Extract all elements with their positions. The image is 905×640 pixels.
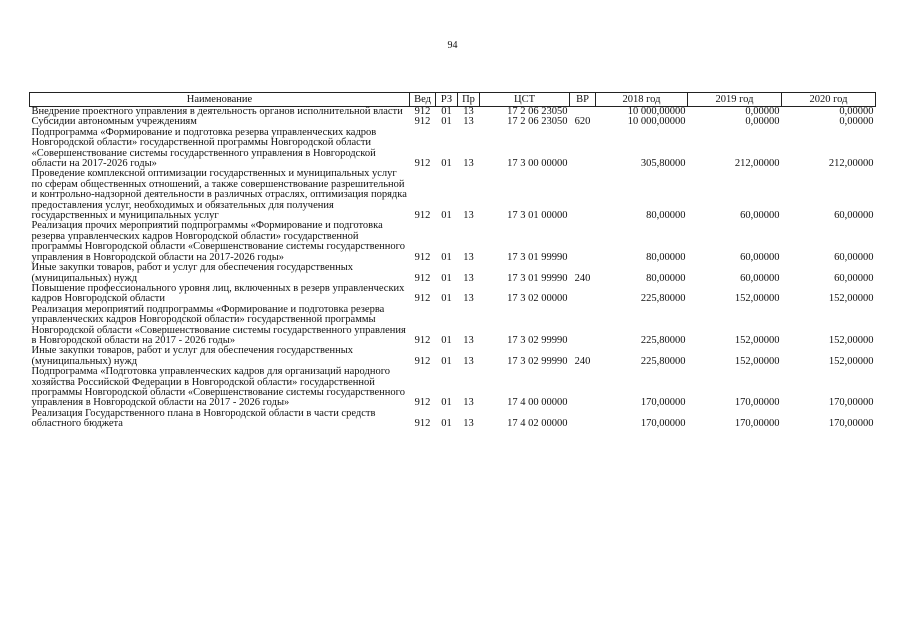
cell-rz: 01 — [441, 116, 452, 128]
table-row — [30, 169, 876, 221]
cell-y2018: 80,00000 — [646, 210, 686, 222]
header-ved: Вед — [410, 93, 436, 107]
cell-cst: 17 3 01 99990 — [507, 251, 568, 263]
cell-cst: 17 3 01 00000 — [507, 210, 568, 222]
cell-y2019: 60,00000 — [740, 272, 780, 284]
cell-ved: 912 — [414, 397, 431, 409]
cell-y2018: 170,00000 — [640, 397, 686, 409]
cell-y2019: 152,00000 — [734, 355, 780, 367]
cell-y2019: 0,00000 — [745, 106, 780, 117]
cell-pr: 13 — [463, 272, 474, 284]
cell-cst: 17 3 01 99990 — [507, 272, 568, 284]
cell-ved: 912 — [414, 251, 431, 263]
cell-y2018: 170,00000 — [640, 418, 686, 430]
cell-y2019: 60,00000 — [740, 210, 780, 222]
cell-vr — [570, 169, 596, 221]
header-pr: Пр — [458, 93, 480, 107]
cell-pr: 13 — [463, 418, 474, 430]
cell-y2019: 212,00000 — [734, 158, 780, 170]
cell-y2018: 10 000,00000 — [627, 116, 686, 128]
cell-name: Реализация мероприятий подпрограммы «Формирование и подготовка резерва управленческих кадров Новгородской области» государственной программы Новгородской области «Совершенствование системы государственного управления в Новгородской области на 2017 - 2026 годы» — [31, 303, 406, 346]
cell-y2019: 60,00000 — [740, 251, 780, 263]
cell-cst: 17 3 00 00000 — [507, 158, 568, 170]
cell-vr: 620 — [574, 116, 591, 128]
cell-y2018: 225,80000 — [640, 334, 686, 346]
cell-vr: 240 — [574, 355, 591, 367]
cell-y2020: 152,00000 — [828, 293, 874, 305]
cell-ved: 912 — [414, 210, 431, 222]
cell-y2020: 60,00000 — [834, 251, 874, 263]
header-cst: ЦСТ — [480, 93, 570, 107]
cell-rz: 01 — [441, 418, 452, 430]
cell-vr — [570, 128, 596, 170]
cell-name: Повышение профессионального уровня лиц, включенных в резерв управленческих кадров Новгородской области — [31, 282, 405, 305]
cell-y2020: 60,00000 — [834, 272, 874, 284]
cell-rz: 01 — [441, 397, 452, 409]
cell-rz: 01 — [441, 272, 452, 284]
cell-rz: 01 — [441, 293, 452, 305]
cell-y2020: 152,00000 — [828, 334, 874, 346]
cell-name: Проведение комплексной оптимизации государственных и муниципальных услуг по сферам общественных отношений, а также совершенствование разрешительной и контрольно-надзорной деятельности в различных отраслях, оптимизация порядка предоставления услуг, необходимых и обязательных для получения государственных и муниципальных услуг — [31, 168, 407, 222]
table-header — [30, 93, 876, 107]
cell-cst: 17 3 02 00000 — [507, 293, 568, 305]
page-number: 94 — [447, 40, 458, 51]
cell-cst: 17 2 06 23050 — [507, 116, 568, 128]
cell-y2020: 0,00000 — [839, 106, 874, 117]
cell-vr — [570, 221, 596, 263]
cell-pr: 13 — [463, 334, 474, 346]
cell-vr — [570, 284, 596, 305]
table-row — [30, 221, 876, 263]
cell-pr: 13 — [463, 355, 474, 367]
cell-pr: 13 — [463, 116, 474, 128]
cell-ved: 912 — [414, 293, 431, 305]
cell-y2018: 225,80000 — [640, 355, 686, 367]
cell-rz: 01 — [441, 106, 452, 117]
cell-name: Иные закупки товаров, работ и услуг для обеспечения государственных (муниципальных) нужд — [31, 262, 354, 284]
header-name: Наименование — [30, 93, 410, 107]
cell-name: Иные закупки товаров, работ и услуг для обеспечения государственных (муниципальных) нужд — [31, 345, 354, 367]
cell-y2019: 0,00000 — [745, 116, 780, 128]
cell-cst: 17 4 02 00000 — [507, 418, 568, 430]
cell-vr — [570, 367, 596, 409]
cell-name: Внедрение проектного управления в деятельность органов исполнительной власти — [31, 106, 403, 117]
cell-ved: 912 — [414, 355, 431, 367]
cell-y2018: 225,80000 — [640, 293, 686, 305]
cell-y2018: 80,00000 — [646, 272, 686, 284]
cell-y2018: 10 000,00000 — [627, 106, 686, 117]
cell-pr: 13 — [463, 293, 474, 305]
table-row — [30, 128, 876, 170]
table-row — [30, 263, 876, 284]
cell-pr: 13 — [463, 158, 474, 170]
cell-cst: 17 4 00 00000 — [507, 397, 568, 409]
header-vr: ВР — [570, 93, 596, 107]
header-2019: 2019 год — [688, 93, 782, 107]
cell-name: Подпрограмма «Подготовка управленческих кадров для организаций народного хозяйства Российской Федерации в Новгородской области» государственной программы Новгородской области «Совершенствование системы государственного управления в Новгородской области на 2017 - 2026 годы» — [31, 366, 405, 409]
cell-cst: 17 3 02 99990 — [507, 334, 568, 346]
cell-y2020: 170,00000 — [828, 418, 874, 430]
cell-y2018: 80,00000 — [646, 251, 686, 263]
table-row — [30, 346, 876, 367]
cell-pr: 13 — [463, 210, 474, 222]
cell-ved: 912 — [414, 418, 431, 430]
cell-name: Субсидии автономным учреждениям — [31, 116, 197, 128]
cell-y2019: 152,00000 — [734, 293, 780, 305]
cell-name: Реализация Государственного плана в Новгородской области в части средств областного бюджета — [31, 407, 376, 430]
cell-ved: 912 — [414, 334, 431, 346]
cell-vr — [570, 305, 596, 347]
cell-y2019: 152,00000 — [734, 334, 780, 346]
table-row — [30, 305, 876, 347]
table-row — [30, 284, 876, 305]
cell-y2018: 305,80000 — [640, 158, 686, 170]
cell-ved: 912 — [414, 106, 431, 117]
header-2020: 2020 год — [782, 93, 876, 107]
cell-y2019: 170,00000 — [734, 418, 780, 430]
header-2018: 2018 год — [596, 93, 688, 107]
cell-rz: 01 — [441, 355, 452, 367]
table-body — [30, 107, 876, 430]
cell-rz: 01 — [441, 251, 452, 263]
cell-ved: 912 — [414, 272, 431, 284]
cell-rz: 01 — [441, 158, 452, 170]
cell-pr: 13 — [463, 397, 474, 409]
table-row — [30, 367, 876, 409]
cell-vr — [570, 409, 596, 430]
cell-y2020: 212,00000 — [828, 158, 874, 170]
cell-y2020: 170,00000 — [828, 397, 874, 409]
cell-pr: 13 — [463, 106, 474, 117]
cell-vr: 240 — [574, 272, 591, 284]
cell-y2020: 60,00000 — [834, 210, 874, 222]
cell-y2020: 0,00000 — [839, 116, 874, 128]
header-rz: РЗ — [436, 93, 458, 107]
cell-ved: 912 — [414, 116, 431, 128]
cell-y2019: 170,00000 — [734, 397, 780, 409]
cell-pr: 13 — [463, 251, 474, 263]
cell-y2020: 152,00000 — [828, 355, 874, 367]
cell-name: Реализация прочих мероприятий подпрограммы «Формирование и подготовка резерва управленческих кадров Новгородской области» государственной программы Новгородской области «Совершенствование системы государственного управления в Новгородской области на 2017-2026 годы» — [31, 220, 405, 263]
cell-cst: 17 2 06 23050 — [507, 106, 568, 117]
cell-ved: 912 — [414, 158, 431, 170]
table-row — [30, 409, 876, 430]
cell-rz: 01 — [441, 210, 452, 222]
cell-cst: 17 3 02 99990 — [507, 355, 568, 367]
cell-rz: 01 — [441, 334, 452, 346]
cell-name: Подпрограмма «Формирование и подготовка резерва управленческих кадров Новгородской области» государственной программы Новгородской области «Совершенствование системы государственного управления в Новгородской области на 2017-2026 годы» — [31, 126, 377, 170]
budget-table — [29, 92, 876, 430]
